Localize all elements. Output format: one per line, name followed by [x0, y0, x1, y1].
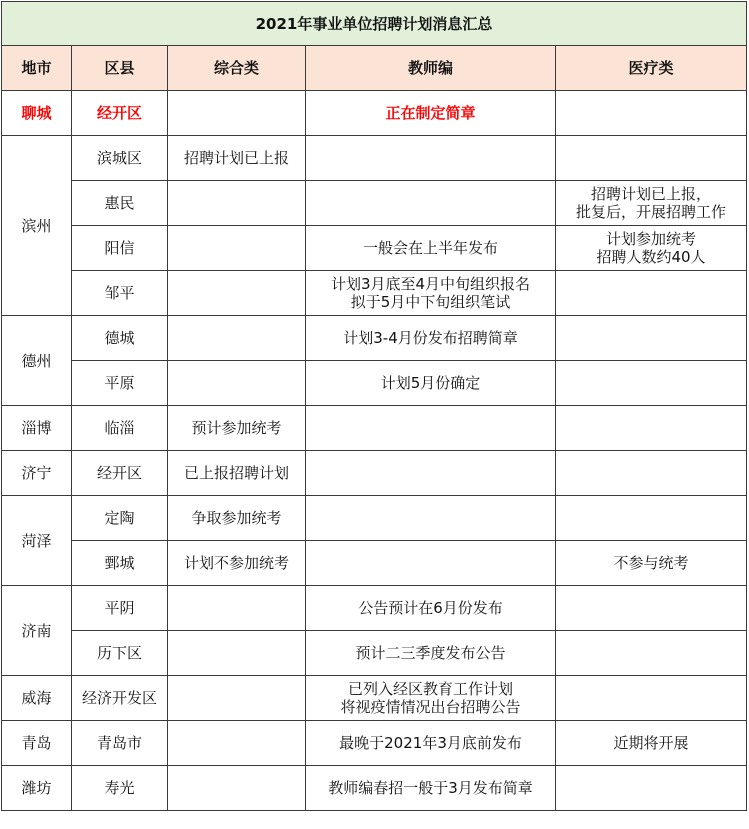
city-cell: 淄博	[2, 406, 72, 451]
medical-cell	[556, 586, 747, 631]
medical-cell: 不参与统考	[556, 541, 747, 586]
table-row	[2, 406, 747, 451]
medical-cell: 近期将开展	[556, 721, 747, 766]
teacher-cell	[306, 181, 556, 226]
county-cell: 德城	[72, 316, 168, 361]
county-cell: 青岛市	[72, 721, 168, 766]
general-cell	[168, 316, 306, 361]
teacher-cell	[306, 451, 556, 496]
general-cell	[168, 181, 306, 226]
general-cell: 计划不参加统考	[168, 541, 306, 586]
teacher-cell	[306, 676, 556, 721]
table-row	[2, 226, 747, 271]
table-row	[2, 721, 747, 766]
table-row	[2, 181, 747, 226]
table-row	[2, 271, 747, 316]
county-cell: 鄄城	[72, 541, 168, 586]
header-general: 综合类	[168, 46, 306, 91]
city-cell: 聊城	[2, 91, 72, 136]
general-cell	[168, 361, 306, 406]
county-cell: 平阴	[72, 586, 168, 631]
table-row	[2, 631, 747, 676]
header-row	[2, 46, 747, 91]
teacher-cell	[306, 271, 556, 316]
county-cell: 历下区	[72, 631, 168, 676]
teacher-cell: 最晚于2021年3月底前发布	[306, 721, 556, 766]
city-cell: 青岛	[2, 721, 72, 766]
teacher-cell	[306, 496, 556, 541]
teacher-cell: 计划5月份确定	[306, 361, 556, 406]
medical-line: 招聘人数约40人	[596, 248, 706, 266]
teacher-cell: 教师编春招一般于3月发布简章	[306, 766, 556, 811]
teacher-line: 已列入经区教育工作计划	[347, 680, 513, 698]
county-cell: 邹平	[72, 271, 168, 316]
medical-cell	[556, 361, 747, 406]
teacher-line: 计划3月底至4月中旬组织报名	[330, 275, 531, 293]
teacher-cell	[306, 406, 556, 451]
medical-cell	[556, 271, 747, 316]
medical-cell	[556, 496, 747, 541]
teacher-cell: 计划3-4月份发布招聘简章	[306, 316, 556, 361]
county-cell: 寿光	[72, 766, 168, 811]
general-cell	[168, 91, 306, 136]
city-cell: 德州	[2, 316, 72, 406]
medical-cell	[556, 451, 747, 496]
county-cell: 临淄	[72, 406, 168, 451]
teacher-cell	[306, 136, 556, 181]
general-cell	[168, 676, 306, 721]
medical-line: 计划参加统考	[605, 230, 696, 248]
teacher-line: 拟于5月中下旬组织笔试	[350, 293, 511, 311]
table-row	[2, 136, 747, 181]
county-cell: 惠民	[72, 181, 168, 226]
city-cell: 济宁	[2, 451, 72, 496]
general-cell	[168, 631, 306, 676]
general-cell: 招聘计划已上报	[168, 136, 306, 181]
table-row	[2, 766, 747, 811]
header-city: 地市	[2, 46, 72, 91]
general-cell	[168, 226, 306, 271]
table-title: 2021年事业单位招聘计划消息汇总	[2, 2, 747, 46]
medical-cell	[556, 316, 747, 361]
county-cell: 经开区	[72, 91, 168, 136]
teacher-cell: 公告预计在6月份发布	[306, 586, 556, 631]
general-cell	[168, 766, 306, 811]
teacher-cell	[306, 541, 556, 586]
recruitment-summary-table	[1, 1, 747, 811]
city-cell: 威海	[2, 676, 72, 721]
city-cell: 菏泽	[2, 496, 72, 586]
county-cell: 平原	[72, 361, 168, 406]
general-cell	[168, 586, 306, 631]
header-teacher: 教师编	[306, 46, 556, 91]
table-row	[2, 361, 747, 406]
city-cell: 滨州	[2, 136, 72, 316]
city-cell: 潍坊	[2, 766, 72, 811]
teacher-cell: 正在制定简章	[306, 91, 556, 136]
county-cell: 滨城区	[72, 136, 168, 181]
header-county: 区县	[72, 46, 168, 91]
general-cell: 争取参加统考	[168, 496, 306, 541]
county-cell: 经开区	[72, 451, 168, 496]
teacher-cell: 预计二三季度发布公告	[306, 631, 556, 676]
header-medical: 医疗类	[556, 46, 747, 91]
general-cell: 预计参加统考	[168, 406, 306, 451]
county-cell: 经济开发区	[72, 676, 168, 721]
medical-line: 批复后，开展招聘工作	[575, 203, 726, 221]
city-cell: 济南	[2, 586, 72, 676]
medical-cell	[556, 766, 747, 811]
teacher-cell: 一般会在上半年发布	[306, 226, 556, 271]
table-row	[2, 541, 747, 586]
general-cell	[168, 721, 306, 766]
medical-line: 招聘计划已上报，	[590, 185, 711, 203]
medical-cell	[556, 226, 747, 271]
county-cell: 阳信	[72, 226, 168, 271]
table-row	[2, 676, 747, 721]
medical-cell	[556, 631, 747, 676]
general-cell	[168, 271, 306, 316]
table-row	[2, 316, 747, 361]
table-row	[2, 451, 747, 496]
medical-cell	[556, 136, 747, 181]
table-row	[2, 91, 747, 136]
table-row	[2, 586, 747, 631]
table-row	[2, 496, 747, 541]
county-cell: 定陶	[72, 496, 168, 541]
teacher-line: 将视疫情情况出台招聘公告	[340, 698, 521, 716]
medical-cell	[556, 406, 747, 451]
medical-cell	[556, 181, 747, 226]
medical-cell	[556, 91, 747, 136]
general-cell: 已上报招聘计划	[168, 451, 306, 496]
medical-cell	[556, 676, 747, 721]
